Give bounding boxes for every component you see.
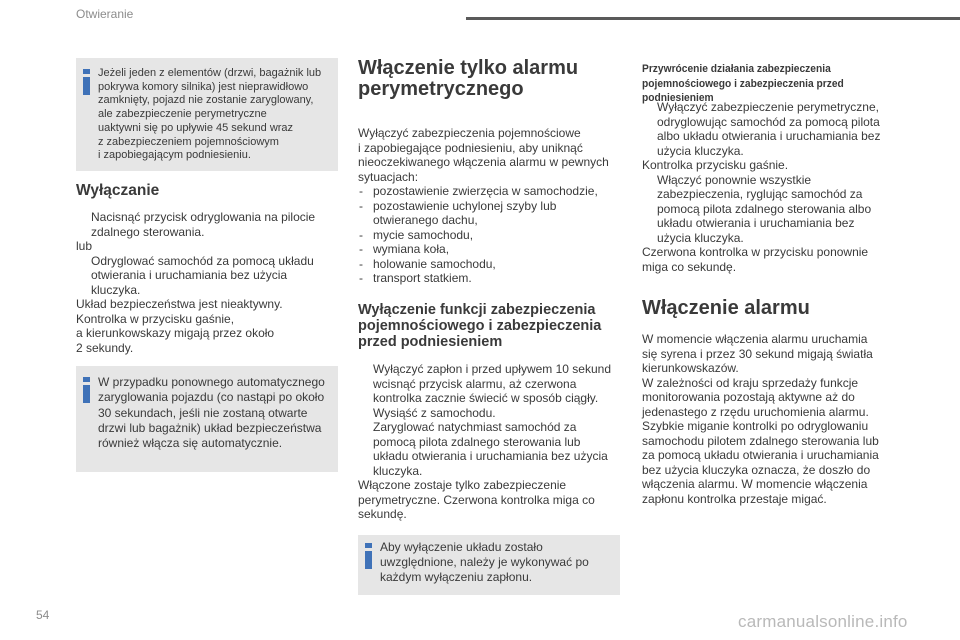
text-line: Układ bezpieczeństwa jest nieaktywny. <box>76 297 283 311</box>
dash-item: - mycie samochodu, <box>359 227 474 242</box>
bullet-text: Nacisnąć przycisk odryglowania na pilocie zdalnego sterowania. <box>91 210 316 239</box>
info-icon <box>365 543 372 569</box>
text-line: Kontrolka przycisku gaśnie. <box>642 158 789 172</box>
bullet-text: Odryglować samochód za pomocą układu otwierania i uruchamiania bez użycia kluczyka. <box>91 253 314 297</box>
text-line: a kierunkowskazy migają przez około <box>76 326 275 340</box>
bullet-step: Wyłączyć zapłon i przed upływem 10 sekund wcisnąć przycisk alarmu, aż czerwona kontrolka zacznie świecić w sposób ciągły. <box>373 362 612 405</box>
outro-text: Włączone zostaje tylko zabezpieczenie perymetryczne. Czerwona kontrolka miga co sekundę. <box>358 478 595 521</box>
page-number: 54 <box>36 608 50 622</box>
info-icon <box>83 377 90 403</box>
info-icon <box>83 69 90 95</box>
info-note-3-text: Aby wyłączenie układu zostało uwzględnione, należy je wykonywać po każdym wyłączeniu zapłonu. <box>380 540 589 584</box>
heading-restore-volumetric: Przywrócenie działania zabezpieczenia pojemnościowego i zabezpieczenia przed podniesieniem <box>642 63 844 104</box>
info-note-1 <box>76 58 338 171</box>
info-note-2-text: W przypadku ponownego automatycznego zaryglowania pojazdu (co nastąpi po około 30 sekundach, jeśli nie zostaną otwarte drzwi lub bagażnik) układ bezpieczeństwa również włącza się automatycznie. <box>98 375 325 451</box>
bullet-step: Włączyć ponownie wszystkie zabezpieczenia, ryglując samochód za pomocą pilota zdalnego sterowania albo układu otwierania i uruchamiania bez użycia kluczyka. <box>657 172 872 245</box>
dash-item: - wymiana koła, <box>359 242 450 256</box>
heading-alarm-triggered: Włączenie alarmu <box>642 297 810 319</box>
col2-steps <box>358 362 620 522</box>
col3-steps <box>642 100 904 274</box>
bullet-step: Wysiąść z samochodu. <box>373 405 496 420</box>
heading-wylaczanie: Wyłączanie <box>76 182 160 199</box>
bullet-step: Zaryglować natychmiast samochód za pomocą pilota zdalnego sterowania lub układu otwierania i uruchamiania bez użycia kluczyka. <box>373 420 608 478</box>
watermark: carmanualsonline.info <box>738 612 908 631</box>
dash-item: - transport statkiem. <box>359 271 472 285</box>
bullet-step: Wyłączyć zabezpieczenie perymetryczne, odryglowując samochód za pomocą pilota albo układu otwierania i uruchamiania bez użycia kluczyka. <box>657 100 881 158</box>
dash-item: - pozostawienie uchylonej szyby lub otwieranego dachu, <box>359 198 557 227</box>
text-lub: lub <box>76 239 93 253</box>
bullet-unlock-keyless <box>76 254 338 298</box>
text-line: Kontrolka w przycisku gaśnie, <box>76 311 235 326</box>
heading-disable-volumetric: Wyłączenie funkcji zabezpieczenia pojemnościowego i zabezpieczenia przed podniesieniem <box>358 302 602 350</box>
text-line: 2 sekundy. <box>76 340 134 355</box>
dash-item: - holowanie samochodu, <box>359 256 496 271</box>
info-note-2 <box>76 366 338 472</box>
section-title: Otwieranie <box>76 7 134 21</box>
dash-item: - pozostawienie zwierzęcia w samochodzie, <box>359 184 598 198</box>
heading-perimeter-alarm: Włączenie tylko alarmu perymetrycznego <box>358 57 579 100</box>
info-note-1-text: Jeżeli jeden z elementów (drzwi, bagażnik lub pokrywa komory silnika) jest nieprawidłowo zamknięty, pojazd nie zostanie zaryglowany, ale zabezpieczenie perymetryczne uaktywni się po upływie 45 sekund wraz z zabezpieczeniem pojemnościowym i zapobiegającym podniesieniu. <box>98 67 322 162</box>
text-line: Czerwona kontrolka w przycisku ponownie miga co sekundę. <box>642 245 869 274</box>
col3-para <box>642 332 904 506</box>
header-bar <box>466 17 960 20</box>
col2-intro <box>358 126 620 286</box>
intro-text: Wyłączyć zabezpieczenia pojemnościowe i zapobiegające podniesieniu, aby uniknąć nieoczekiwanego włączenia alarmu w pewnych sytuacjach: <box>358 126 609 184</box>
alarm-paragraph: W momencie włączenia alarmu uruchamia się syrena i przez 30 sekund migają światła kierunkowskazów. W zależności od kraju sprzedaży funkcje monitorowania pozostają aktywne aż do jedenastego z rzędu uruchomienia alarmu. Szybkie miganie kontrolki po odryglowaniu samochodu pilotem zdalnego sterowania lub za pomocą układu otwierania i uruchamiania bez użycia kluczyka oznacza, że doszło do włączenia alarmu. W momencie włączenia zapłonu kontrolka przestaje migać. <box>642 332 879 506</box>
info-note-3 <box>358 535 620 595</box>
col1-body <box>76 210 338 355</box>
bullet-unlock-remote <box>76 210 338 239</box>
